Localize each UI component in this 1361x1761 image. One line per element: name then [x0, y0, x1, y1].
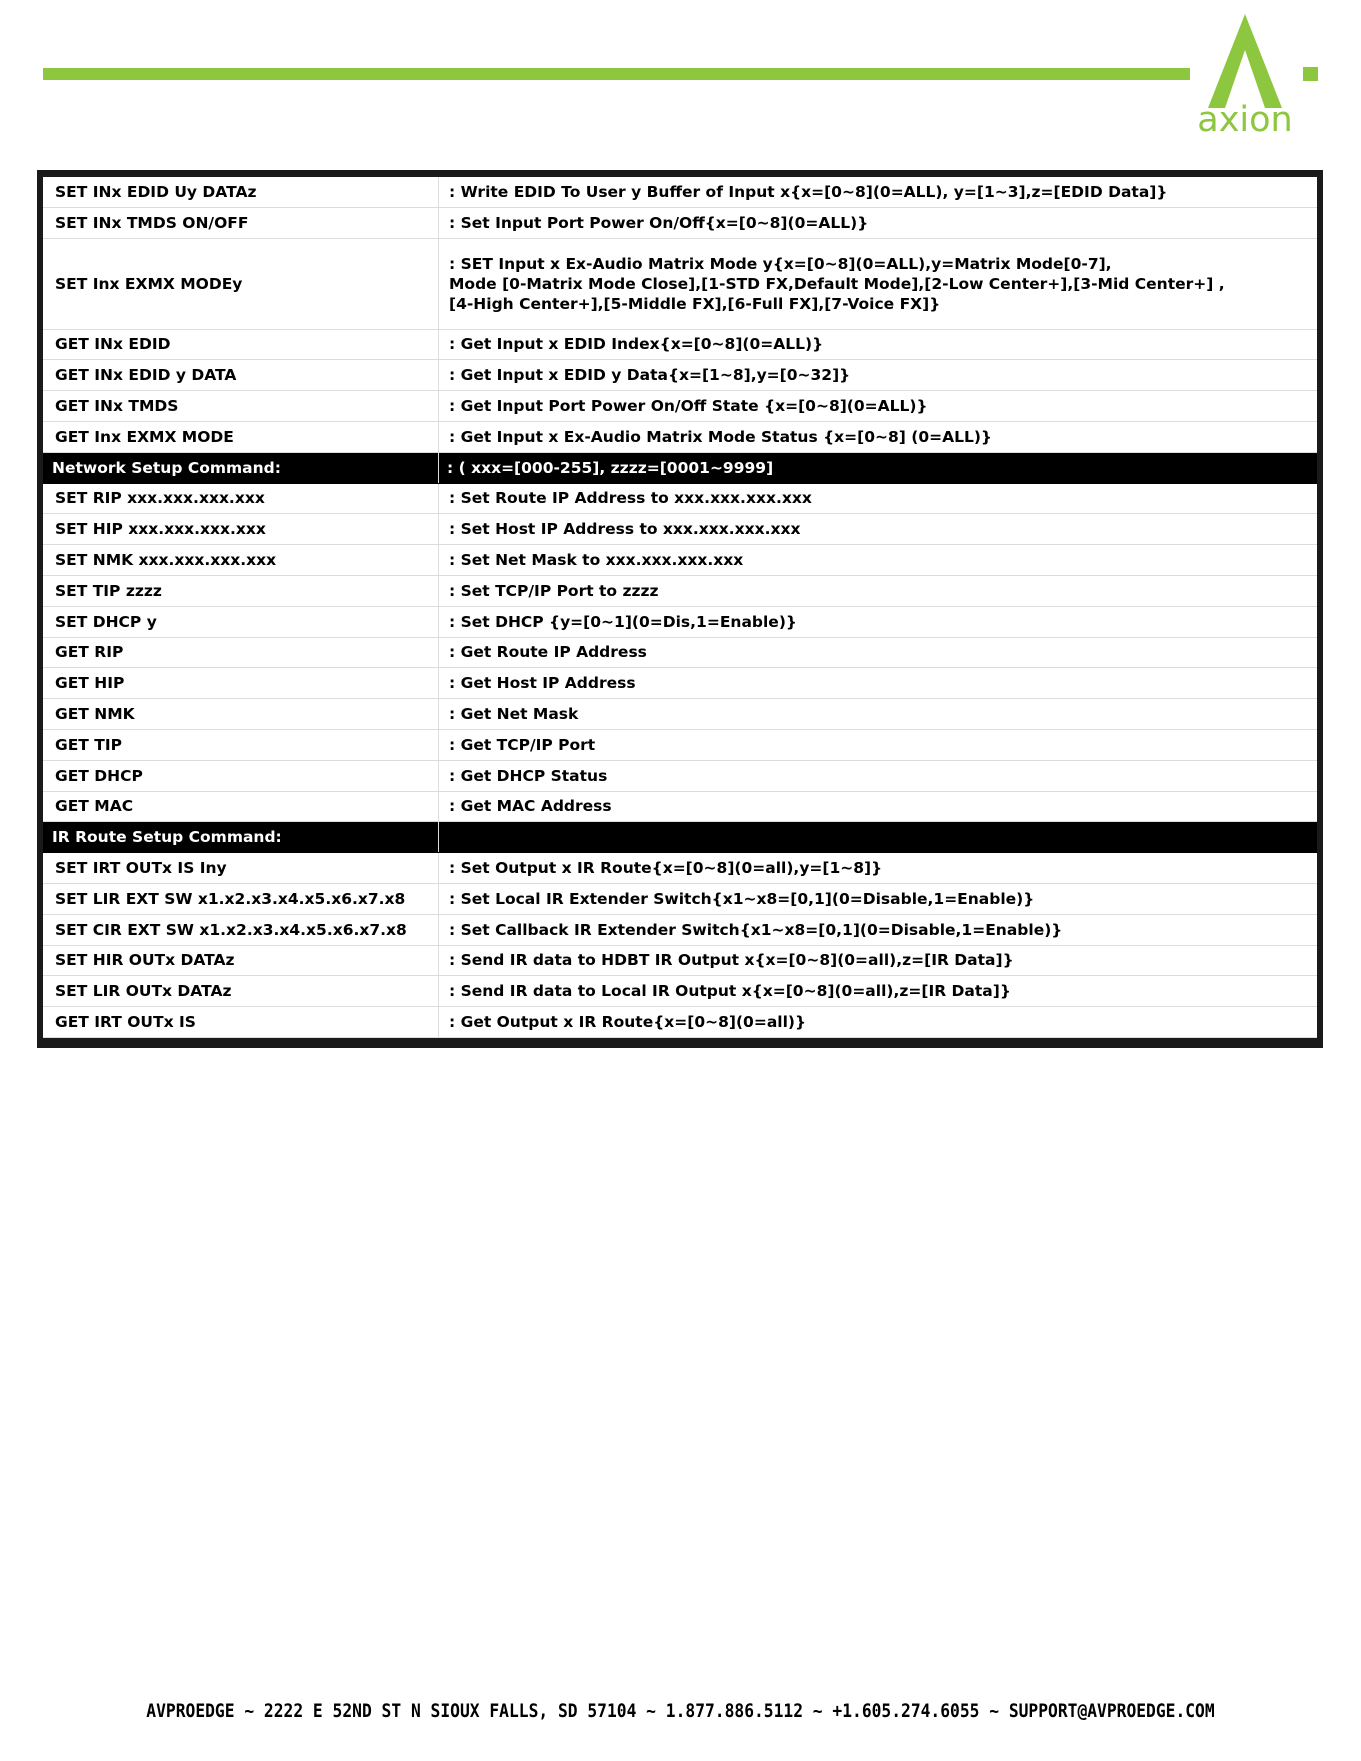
table-row: [43, 238, 1317, 329]
description-cell: : Set Input Port Power On/Off{x=[0~8](0=ALL)}: [439, 207, 1318, 238]
table-row: [43, 791, 1317, 822]
command-cell: GET HIP: [43, 668, 439, 699]
table-row: [43, 945, 1317, 976]
command-table-frame: [37, 170, 1323, 1048]
table-row: [43, 329, 1317, 360]
page-footer: AVPROEDGE ~ 2222 E 52ND ST N SIOUX FALLS, SD 57104 ~ 1.877.886.5112 ~ +1.605.274.6055 ~ SUPPORT@AVPROEDGE.COM: [146, 1701, 1215, 1722]
table-row: [43, 606, 1317, 637]
description-cell: : Write EDID To User y Buffer of Input x{x=[0~8](0=ALL), y=[1~3],z=[EDID Data]}: [439, 177, 1318, 207]
description-cell: : Send IR data to HDBT IR Output x{x=[0~8](0=all),z=[IR Data]}: [439, 945, 1318, 976]
header-accent-bar: [43, 68, 1190, 80]
description-cell: : Get Input x EDID y Data{x=[1~8],y=[0~32]}: [439, 360, 1318, 391]
section-header-network: [43, 452, 1317, 483]
description-line: Mode [0-Matrix Mode Close],[1-STD FX,Default Mode],[2-Low Center+],[3-Mid Center+] ,: [449, 274, 1225, 293]
description-cell: : Get DHCP Status: [439, 760, 1318, 791]
table-row: [43, 668, 1317, 699]
description-cell: : Set DHCP {y=[0~1](0=Dis,1=Enable)}: [439, 606, 1318, 637]
description-cell: : Get Net Mask: [439, 699, 1318, 730]
command-cell: SET TIP zzzz: [43, 575, 439, 606]
table-row: [43, 391, 1317, 422]
table-row: [43, 883, 1317, 914]
command-cell: SET DHCP y: [43, 606, 439, 637]
description-line: : SET Input x Ex-Audio Matrix Mode y{x=[0~8](0=ALL),y=Matrix Mode[0-7],: [449, 254, 1112, 273]
description-cell: : Get Route IP Address: [439, 637, 1318, 668]
description-cell: : Set Callback IR Extender Switch{x1~x8=[0,1](0=Disable,1=Enable)}: [439, 914, 1318, 945]
description-cell: : Set TCP/IP Port to zzzz: [439, 575, 1318, 606]
table-row: [43, 177, 1317, 207]
section-title: IR Route Setup Command:: [43, 822, 439, 853]
table-row: [43, 914, 1317, 945]
command-cell: GET IRT OUTx IS: [43, 1007, 439, 1038]
table-row: [43, 637, 1317, 668]
command-cell: GET INx EDID y DATA: [43, 360, 439, 391]
table-row: [43, 514, 1317, 545]
table-row: [43, 976, 1317, 1007]
table-row: [43, 699, 1317, 730]
table-row: [43, 360, 1317, 391]
command-cell: SET NMK xxx.xxx.xxx.xxx: [43, 545, 439, 576]
description-cell: : Set Route IP Address to xxx.xxx.xxx.xxx: [439, 483, 1318, 514]
command-cell: GET INx EDID: [43, 329, 439, 360]
table-row: [43, 421, 1317, 452]
command-cell: SET Inx EXMX MODEy: [43, 238, 439, 329]
description-cell: : Get Output x IR Route{x=[0~8](0=all)}: [439, 1007, 1318, 1038]
command-cell: SET HIP xxx.xxx.xxx.xxx: [43, 514, 439, 545]
section-header-ir: [43, 822, 1317, 853]
description-cell: : Send IR data to Local IR Output x{x=[0~8](0=all),z=[IR Data]}: [439, 976, 1318, 1007]
description-cell: : Set Output x IR Route{x=[0~8](0=all),y=[1~8]}: [439, 853, 1318, 884]
table-row: [43, 207, 1317, 238]
command-cell: SET LIR EXT SW x1.x2.x3.x4.x5.x6.x7.x8: [43, 883, 439, 914]
command-cell: SET IRT OUTx IS Iny: [43, 853, 439, 884]
table-row: [43, 483, 1317, 514]
command-cell: GET INx TMDS: [43, 391, 439, 422]
description-cell: : Get Host IP Address: [439, 668, 1318, 699]
section-description: [439, 822, 1318, 853]
table-row: [43, 575, 1317, 606]
section-description: : ( xxx=[000-255], zzzz=[0001~9999]: [439, 452, 1318, 483]
table-row: [43, 760, 1317, 791]
description-cell: : Set Host IP Address to xxx.xxx.xxx.xxx: [439, 514, 1318, 545]
table-row: [43, 545, 1317, 576]
table-row: [43, 729, 1317, 760]
description-cell: : Get Input x EDID Index{x=[0~8](0=ALL)}: [439, 329, 1318, 360]
command-cell: SET RIP xxx.xxx.xxx.xxx: [43, 483, 439, 514]
description-cell: : Get TCP/IP Port: [439, 729, 1318, 760]
command-cell: SET INx EDID Uy DATAz: [43, 177, 439, 207]
command-cell: GET DHCP: [43, 760, 439, 791]
description-cell: : Set Net Mask to xxx.xxx.xxx.xxx: [439, 545, 1318, 576]
description-cell: : Get MAC Address: [439, 791, 1318, 822]
command-cell: GET Inx EXMX MODE: [43, 421, 439, 452]
description-line: [4-High Center+],[5-Middle FX],[6-Full FX],[7-Voice FX]}: [449, 294, 941, 313]
command-cell: GET NMK: [43, 699, 439, 730]
command-cell: GET TIP: [43, 729, 439, 760]
command-cell: SET LIR OUTx DATAz: [43, 976, 439, 1007]
command-cell: GET RIP: [43, 637, 439, 668]
section-title: Network Setup Command:: [43, 452, 439, 483]
description-cell: [439, 238, 1318, 329]
command-cell: GET MAC: [43, 791, 439, 822]
table-row: [43, 1007, 1317, 1038]
description-cell: : Get Input Port Power On/Off State {x=[0~8](0=ALL)}: [439, 391, 1318, 422]
command-cell: SET INx TMDS ON/OFF: [43, 207, 439, 238]
command-cell: SET CIR EXT SW x1.x2.x3.x4.x5.x6.x7.x8: [43, 914, 439, 945]
table-row: [43, 853, 1317, 884]
logo-text: axion: [1197, 100, 1293, 140]
command-cell: SET HIR OUTx DATAz: [43, 945, 439, 976]
description-cell: : Set Local IR Extender Switch{x1~x8=[0,1](0=Disable,1=Enable)}: [439, 883, 1318, 914]
command-table: [43, 177, 1317, 1038]
description-cell: : Get Input x Ex-Audio Matrix Mode Status {x=[0~8] (0=ALL)}: [439, 421, 1318, 452]
